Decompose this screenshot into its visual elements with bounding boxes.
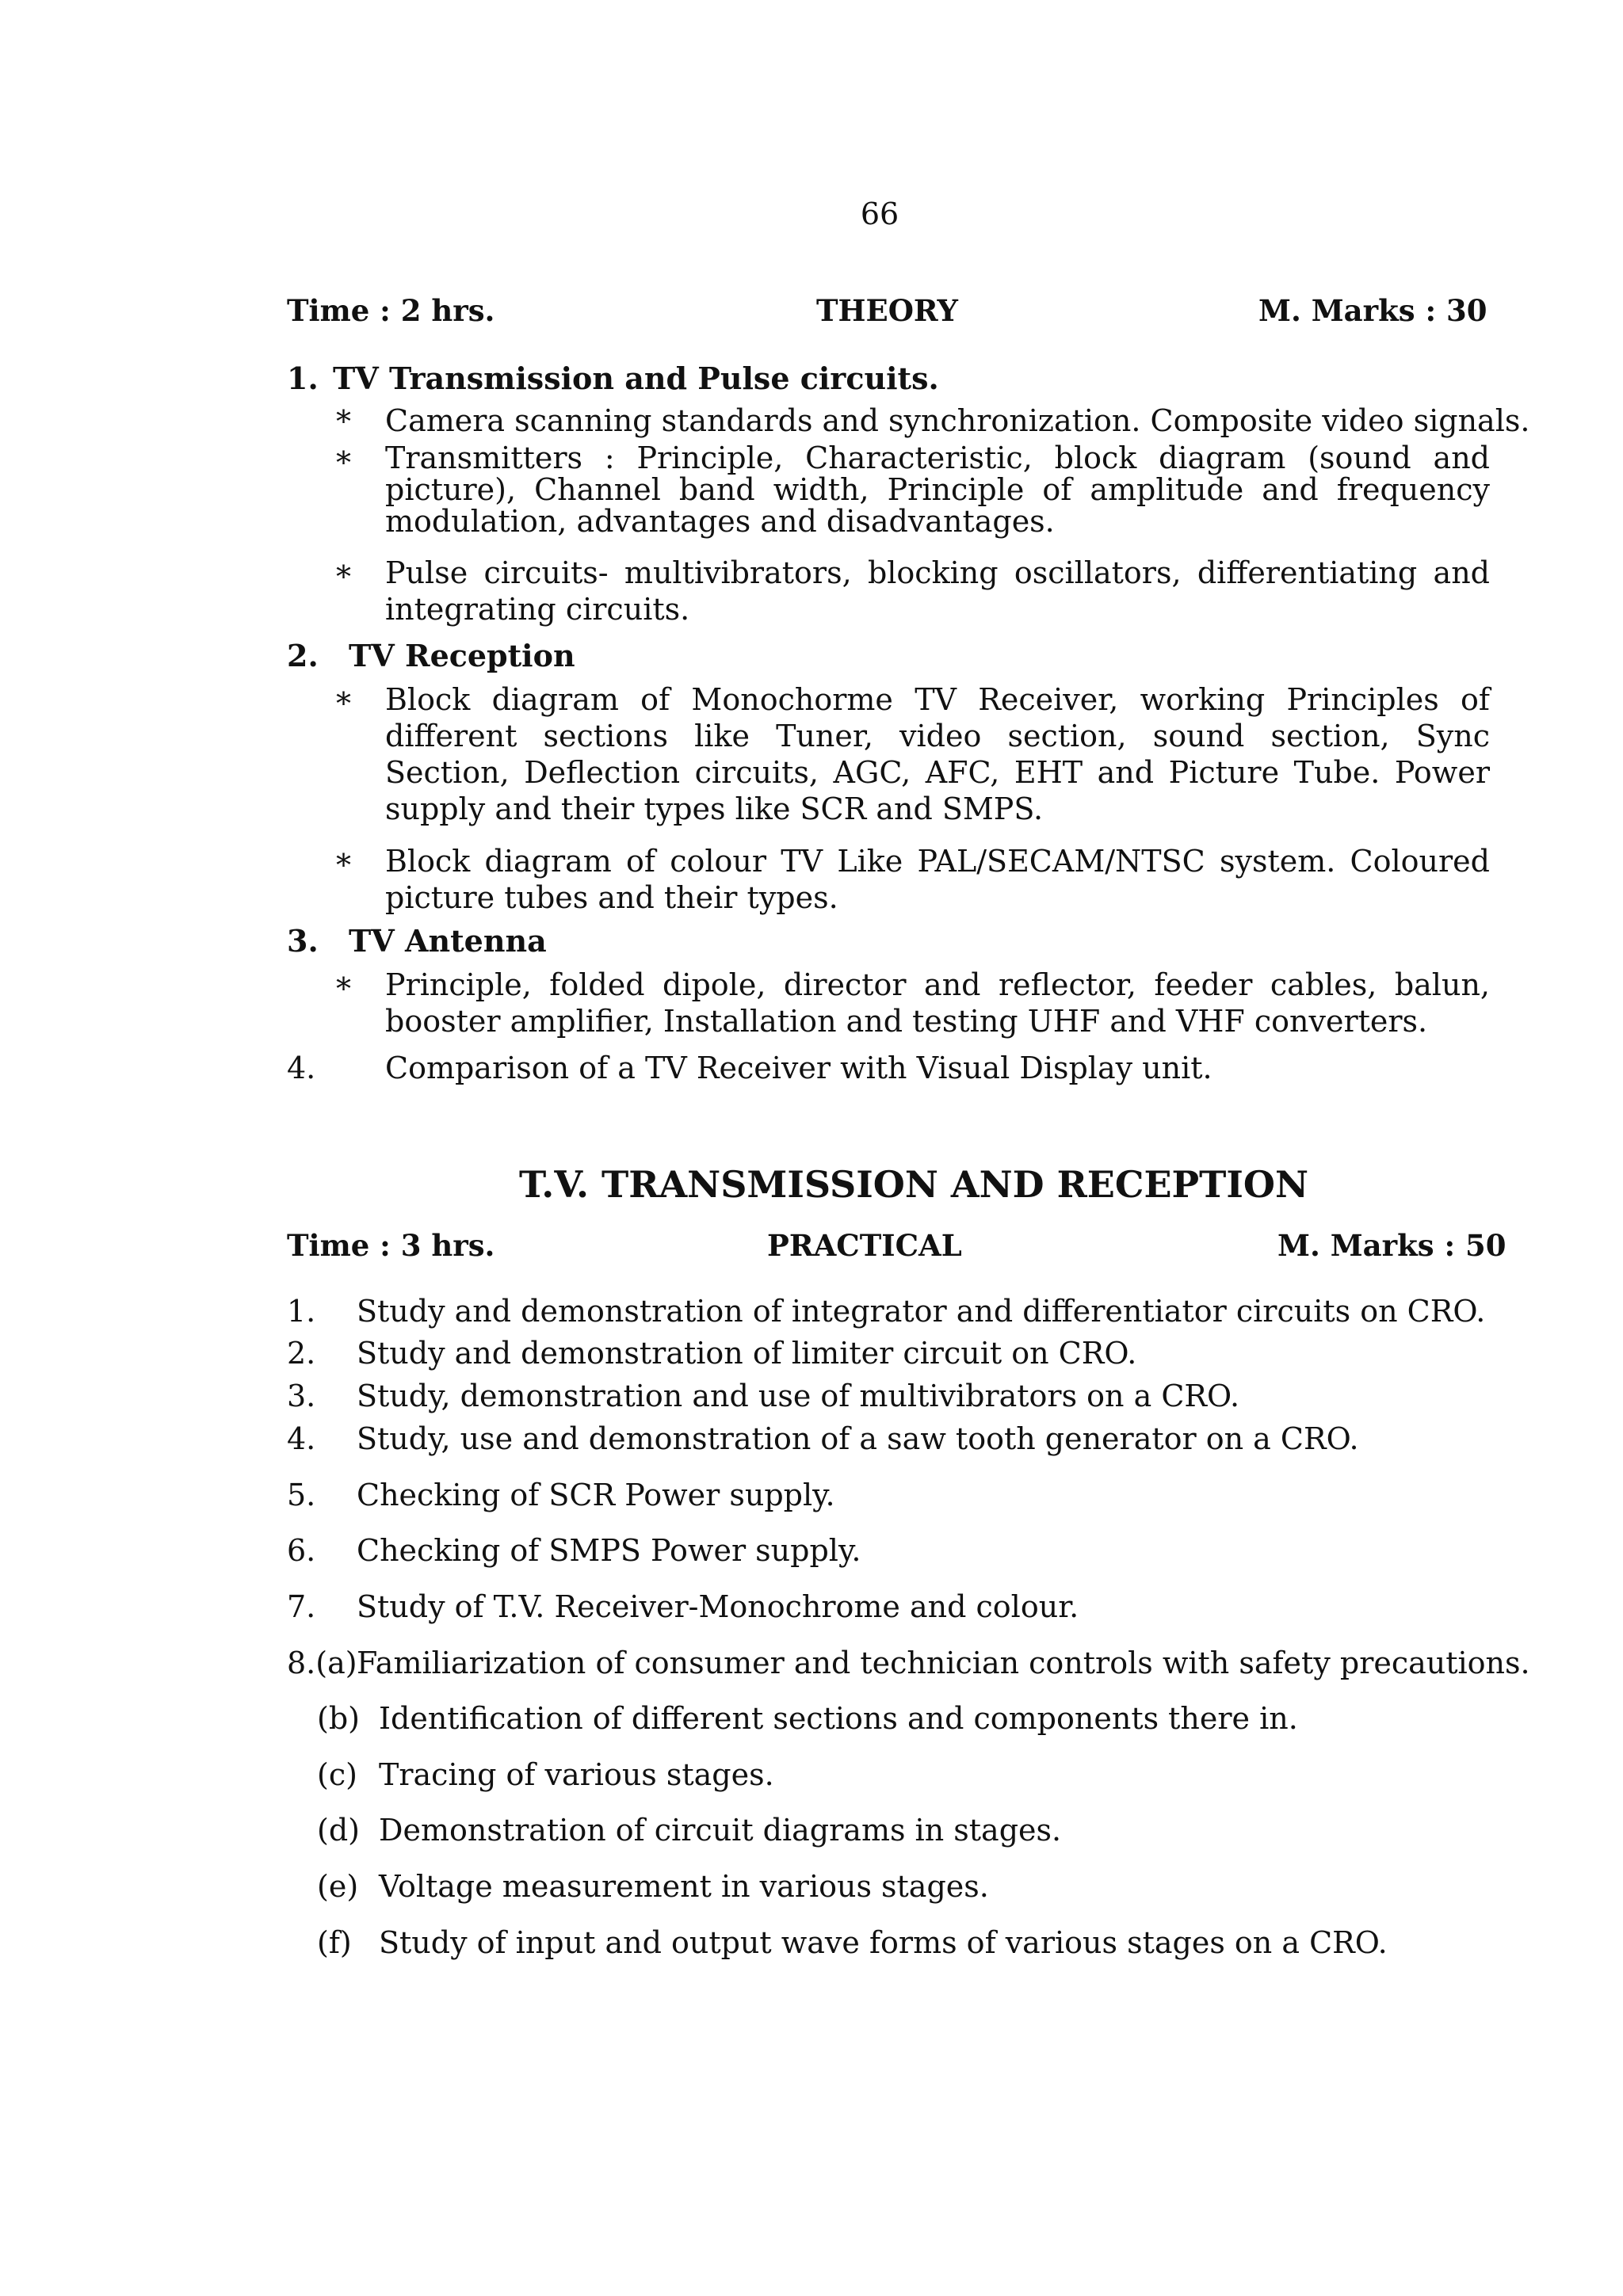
- practical-subitem-text: Identification of different sections and components there in.: [379, 1701, 1298, 1736]
- section-3-title: TV Antenna: [349, 923, 547, 959]
- bullet-star: *: [336, 404, 351, 439]
- practical-subitem-text: Voltage measurement in various stages.: [379, 1869, 989, 1904]
- practical-subitem-label: (d): [317, 1813, 360, 1848]
- practical-subitem-text: Tracing of various stages.: [379, 1757, 774, 1792]
- section-3-item-1: Principle, folded dipole, director and reflector, feeder cables, balun, booster amplifier, Installation and testing UHF and VHF converters.: [385, 967, 1490, 1039]
- section-1-item-2: Transmitters : Principle, Characteristic, block diagram (sound and picture), Channel band width, Principle of amplitude and frequency modulation, advantages and disadvantages.: [385, 441, 1490, 539]
- practical-subitem-label: (f): [317, 1925, 352, 1960]
- practical-item-text: Checking of SMPS Power supply.: [357, 1533, 861, 1568]
- practical-title: T.V. TRANSMISSION AND RECEPTION: [519, 1163, 1308, 1206]
- section-3-number: 3.: [287, 923, 319, 959]
- section-2-number: 2.: [287, 638, 319, 673]
- practical-item-number: 7.: [287, 1589, 316, 1624]
- section-1-item-3: Pulse circuits- multivibrators, blocking oscillators, differentiating and integrating circuits.: [385, 555, 1490, 627]
- section-4-text: Comparison of a TV Receiver with Visual Display unit.: [385, 1051, 1212, 1085]
- practical-item-text: Study, demonstration and use of multivibrators on a CRO.: [357, 1379, 1240, 1413]
- practical-subitem-text: Demonstration of circuit diagrams in stages.: [379, 1813, 1062, 1848]
- practical-marks: M. Marks : 50: [1277, 1228, 1507, 1263]
- practical-item-number: 8.(a): [287, 1646, 357, 1680]
- theory-heading: THEORY: [816, 293, 958, 328]
- practical-item-number: 3.: [287, 1379, 316, 1413]
- section-4-number: 4.: [287, 1051, 316, 1085]
- practical-heading: PRACTICAL: [767, 1228, 962, 1263]
- bullet-star: *: [336, 848, 351, 883]
- practical-item-number: 6.: [287, 1533, 316, 1568]
- practical-subitem-label: (c): [317, 1757, 357, 1792]
- bullet-star: *: [336, 686, 351, 721]
- section-2-item-2: Block diagram of colour TV Like PAL/SECAM/NTSC system. Coloured picture tubes and their types.: [385, 844, 1490, 915]
- practical-item-text: Checking of SCR Power supply.: [357, 1478, 835, 1512]
- section-1-number: 1.: [287, 360, 319, 396]
- practical-time: Time : 3 hrs.: [287, 1228, 495, 1263]
- section-2-item-1: Block diagram of Monochorme TV Receiver, working Principles of different sections like Tuner, video section, sound section, Sync Section, Deflection circuits, AGC, AFC, EHT and Picture Tube. Power supply and their types like SCR and SMPS.: [385, 682, 1490, 826]
- practical-item-number: 1.: [287, 1294, 316, 1329]
- theory-time: Time : 2 hrs.: [287, 293, 495, 328]
- section-1-item-1: Camera scanning standards and synchronization. Composite video signals.: [385, 403, 1530, 438]
- bullet-star: *: [336, 445, 351, 480]
- practical-subitem-label: (b): [317, 1701, 360, 1736]
- section-1-title: TV Transmission and Pulse circuits.: [333, 360, 939, 396]
- practical-item-text: Familiarization of consumer and technician controls with safety precautions.: [357, 1646, 1530, 1680]
- practical-item-text: Study, use and demonstration of a saw tooth generator on a CRO.: [357, 1421, 1359, 1456]
- page-number: 66: [860, 196, 899, 231]
- practical-item-number: 2.: [287, 1336, 316, 1371]
- practical-subitem-text: Study of input and output wave forms of various stages on a CRO.: [379, 1925, 1388, 1960]
- practical-subitem-label: (e): [317, 1869, 359, 1904]
- bullet-star: *: [336, 971, 351, 1006]
- practical-item-text: Study of T.V. Receiver-Monochrome and colour.: [357, 1589, 1079, 1624]
- bullet-star: *: [336, 559, 351, 594]
- practical-item-text: Study and demonstration of integrator and differentiator circuits on CRO.: [357, 1294, 1486, 1329]
- theory-marks: M. Marks : 30: [1258, 293, 1487, 328]
- practical-item-number: 5.: [287, 1478, 316, 1512]
- practical-item-text: Study and demonstration of limiter circuit on CRO.: [357, 1336, 1137, 1371]
- section-2-title: TV Reception: [349, 638, 575, 673]
- practical-item-number: 4.: [287, 1421, 316, 1456]
